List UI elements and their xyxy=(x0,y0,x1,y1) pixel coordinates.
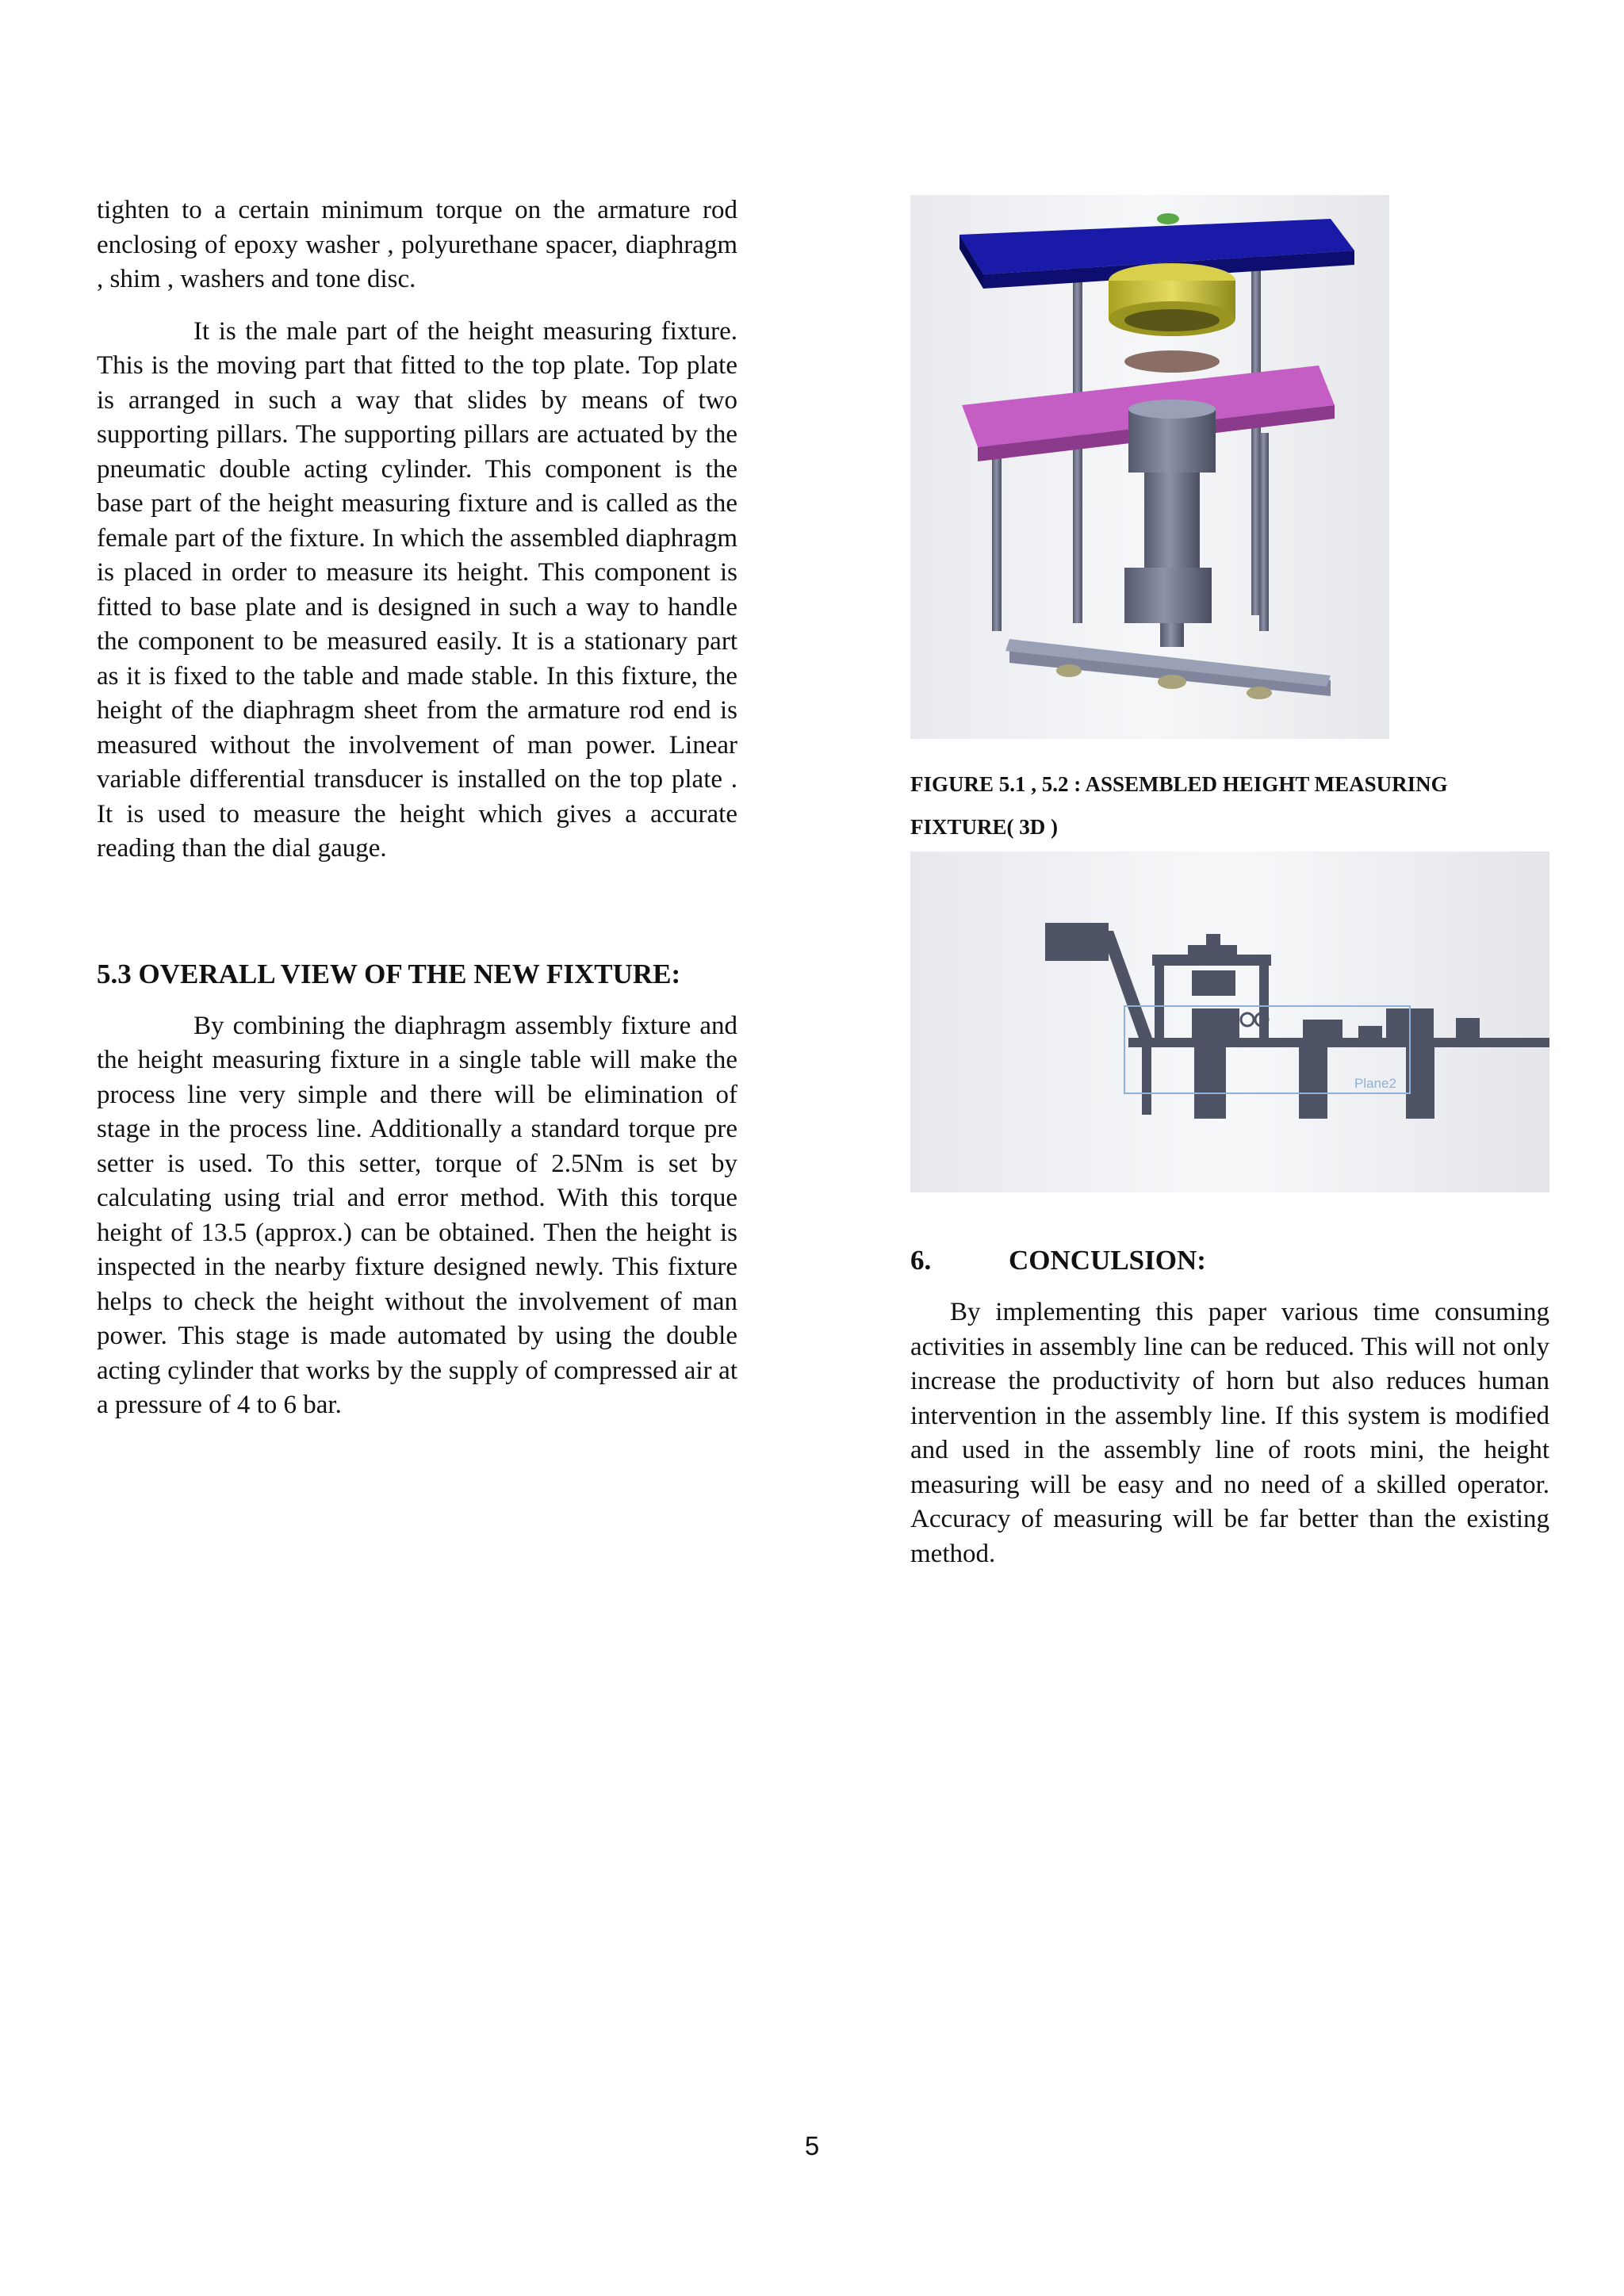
section-heading-5-3: 5.3 OVERALL VIEW OF THE NEW FIXTURE: xyxy=(97,958,681,989)
plane-label: Plane2 xyxy=(1354,1076,1396,1091)
section-number: 6. xyxy=(910,1245,932,1276)
right-column-text xyxy=(910,1243,1549,1571)
paragraph-overall-view: By combining the diaphragm assembly fixture and the height measuring fixture in a single table will make the process line very simple and there will be elimination of stage in the process line. Additionally a standard torque pre setter is used. To this setter, torque of 2.5Nm is set by calculating using trial and error method. With this torque height of 13.5 (approx.) can be obtained. Then the height is inspected in the nearby fixture designed newly. This fixture helps to check the height without the involvement of man power. This stage is made automated by using the double acting cylinder that works by the supply of compressed air at a pressure of 4 to 6 bar. xyxy=(97,1011,737,1419)
paragraph-height-fixture: It is the male part of the height measuring fixture. This is the moving part that fitted to the top plate. Top plate is arranged in such a way that slides by means of two supporting pillars. The supporting pillars are actuated by the pneumatic double acting cylinder. This component is the base part of the height measuring fixture and is called as the female part of the fixture. In which the assembled diaphragm is placed in order to measure its height. This component is fitted to base plate and is designed in such a way to handle the component to be measured easily. It is a stationary part as it is fixed to the table and made stable. In this fixture, the height of the diaphragm sheet from the armature rod end is measured without the involvement of man power. Linear variable differential transducer is installed on the top plate . It is used to measure the height which gives a accurate reading than the dial gauge. xyxy=(97,316,737,863)
left-column xyxy=(97,193,737,1423)
fixture-side-view-drawing xyxy=(910,851,1549,1192)
figure-5-2-render xyxy=(910,851,1549,1192)
section-title: CONCULSION: xyxy=(1009,1245,1206,1276)
figure-caption xyxy=(910,763,1549,848)
page-number: 5 xyxy=(804,2131,820,2160)
paragraph-conclusion: By implementing this paper various time consuming activities in assembly line can be reduced. This will not only increase the productivity of horn but also reduces human intervention in the assembly line. If this system is modified and used in the assembly line of roots mini, the height measuring will be easy and no need of a skilled operator. Accuracy of measuring will be far better than the existing method. xyxy=(910,1298,1549,1568)
fixture-3d-drawing xyxy=(910,195,1389,739)
figure-5-1-render xyxy=(910,195,1389,739)
paragraph-continuation: tighten to a certain minimum torque on the armature rod enclosing of epoxy washer , polyurethane spacer, diaphragm , shim , washers and tone disc. xyxy=(97,196,737,293)
section-heading-6 xyxy=(910,1243,1549,1278)
caption-line-2: FIXTURE( 3D ) xyxy=(910,815,1058,839)
caption-line-1: FIGURE 5.1 , 5.2 : ASSEMBLED HEIGHT MEASURING xyxy=(910,772,1448,796)
